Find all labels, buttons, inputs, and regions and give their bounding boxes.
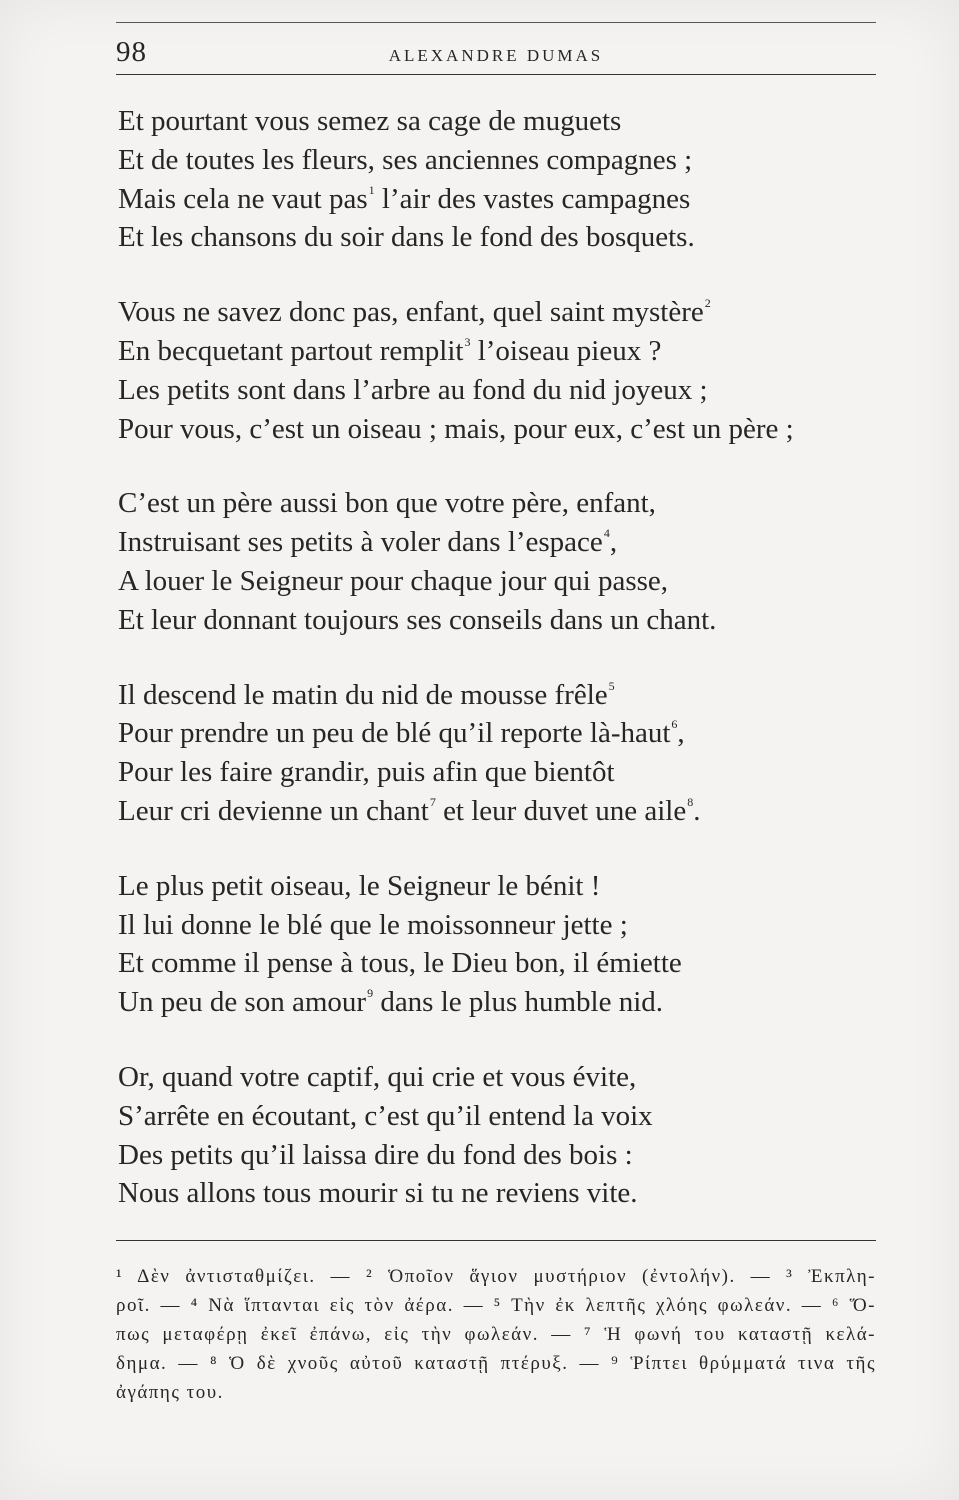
verse-text: C’est un père aussi bon que votre père, enfant, xyxy=(118,487,656,520)
verse-text: En becquetant partout remplit xyxy=(118,334,464,367)
stanza xyxy=(118,484,878,639)
verse-text: Et de toutes les fleurs, ses anciennes compagnes ; xyxy=(118,143,693,176)
verse-line xyxy=(118,371,878,410)
verse-text: l’oiseau pieux ? xyxy=(470,334,662,367)
verse-text: Et pourtant vous semez sa cage de muguets xyxy=(118,105,622,137)
poem xyxy=(118,102,878,1249)
verse-line xyxy=(118,293,878,332)
verse-line xyxy=(118,867,878,906)
footnote-line: ροῖ. — ⁴ Νὰ ἵπτανται εἰς τὸν ἀέρα. — ⁵ Τὴν ἐκ λεπτῆς χλόης φωλεάν. — ⁶ Ὅ- xyxy=(116,1295,876,1316)
stanza xyxy=(118,293,878,448)
footnote-marker: 1 xyxy=(368,182,375,197)
verse-text: Instruisant ses petits à voler dans l’espace xyxy=(118,526,603,559)
stanza xyxy=(118,1058,878,1213)
verse-line xyxy=(118,410,878,449)
verse-line xyxy=(118,1136,878,1175)
verse-line xyxy=(118,1058,878,1097)
verse-line xyxy=(118,753,878,792)
verse-line xyxy=(118,102,878,141)
footnote-marker: 7 xyxy=(429,794,436,809)
verse-text: A louer le Seigneur pour chaque jour qui passe, xyxy=(118,564,669,597)
verse-line xyxy=(118,180,878,219)
verse-text: Nous allons tous mourir si tu ne reviens vite. xyxy=(118,1177,638,1210)
verse-line xyxy=(118,484,878,523)
verse-text: Pour prendre un peu de blé qu’il reporte là-haut xyxy=(118,717,671,750)
verse-text: S’arrête en écoutant, c’est qu’il entend la voix xyxy=(118,1099,653,1132)
verse-text: et leur duvet une aile xyxy=(435,794,687,827)
verse-text: Or, quand votre captif, qui crie et vous évite, xyxy=(118,1060,637,1093)
footnote-marker: 8 xyxy=(687,794,694,809)
verse-text: Le plus petit oiseau, le Seigneur le bénit ! xyxy=(118,869,601,902)
verse-text: , xyxy=(677,717,685,750)
verse-text: Et comme il pense à tous, le Dieu bon, il émiette xyxy=(118,947,682,980)
verse-text: Il descend le matin du nid de mousse frêle xyxy=(118,678,608,711)
verse-line xyxy=(118,1097,878,1136)
verse-text: dans le plus humble nid. xyxy=(373,986,664,1019)
verse-text: Les petits sont dans l’arbre au fond du nid joyeux ; xyxy=(118,373,708,406)
verse-text: Un peu de son amour xyxy=(118,986,367,1019)
footnotes xyxy=(116,1262,876,1407)
verse-line xyxy=(118,944,878,983)
verse-line xyxy=(118,676,878,715)
footnote-marker: 3 xyxy=(464,334,471,349)
page-header xyxy=(116,36,876,70)
verse-text: l’air des vastes campagnes xyxy=(374,182,691,215)
verse-text: Des petits qu’il laissa dire du fond des bois : xyxy=(118,1138,633,1171)
page-number: 98 xyxy=(116,36,147,68)
verse-text: Et les chansons du soir dans le fond des bosquets. xyxy=(118,221,695,254)
running-head: ALEXANDRE DUMAS xyxy=(388,46,604,65)
header-rule xyxy=(116,74,876,75)
verse-line xyxy=(118,601,878,640)
footnote-marker: 2 xyxy=(704,296,711,311)
top-rule xyxy=(116,22,876,23)
verse-line xyxy=(118,1174,878,1213)
stanza xyxy=(118,102,878,257)
footnote-line: δημα. — ⁸ Ὁ δὲ χνοῦς αὐτοῦ καταστῇ πτέρυξ. — ⁹ Ῥίπτει θρύμματά τινα τῆς xyxy=(116,1353,876,1374)
footnote-marker: 5 xyxy=(608,678,615,693)
verse-line xyxy=(118,332,878,371)
stanza xyxy=(118,867,878,1022)
verse-text: Leur cri devienne un chant xyxy=(118,794,429,827)
verse-text: Mais cela ne vaut pas xyxy=(118,182,368,215)
footnote-line: πως μεταφέρῃ ἐκεῖ ἐπάνω, εἰς τὴν φωλεάν. — ⁷ Ἡ φωνή του καταστῇ κελά- xyxy=(116,1324,876,1345)
footnote-marker: 4 xyxy=(603,526,610,541)
verse-text: Et leur donnant toujours ses conseils dans un chant. xyxy=(118,603,717,636)
footnote-line: ¹ Δὲν ἀντισταθμίζει. — ² Ὁποῖον ἅγιον μυστήριον (ἐντολήν). — ³ Ἐκπλη- xyxy=(116,1266,876,1287)
verse-text: Pour vous, c’est un oiseau ; mais, pour eux, c’est un père ; xyxy=(118,412,794,445)
footnote-line: ἀγάπης του. xyxy=(116,1382,224,1403)
verse-text: , xyxy=(609,526,618,559)
verse-line xyxy=(118,141,878,180)
verse-line xyxy=(118,218,878,257)
verse-text: Il lui donne le blé que le moissonneur jette ; xyxy=(118,908,628,941)
stanza xyxy=(118,676,878,831)
footnote-rule xyxy=(116,1240,876,1241)
verse-line xyxy=(118,562,878,601)
verse-line xyxy=(118,792,878,831)
verse-text: Pour les faire grandir, puis afin que bientôt xyxy=(118,756,615,789)
verse-text: Vous ne savez donc pas, enfant, quel saint mystère xyxy=(118,296,704,329)
verse-line xyxy=(118,714,878,753)
footnote-marker: 9 xyxy=(367,986,374,1001)
verse-line xyxy=(118,906,878,945)
verse-text: . xyxy=(693,794,701,827)
verse-line xyxy=(118,523,878,562)
verse-line xyxy=(118,983,878,1022)
footnote-marker: 6 xyxy=(671,717,678,732)
